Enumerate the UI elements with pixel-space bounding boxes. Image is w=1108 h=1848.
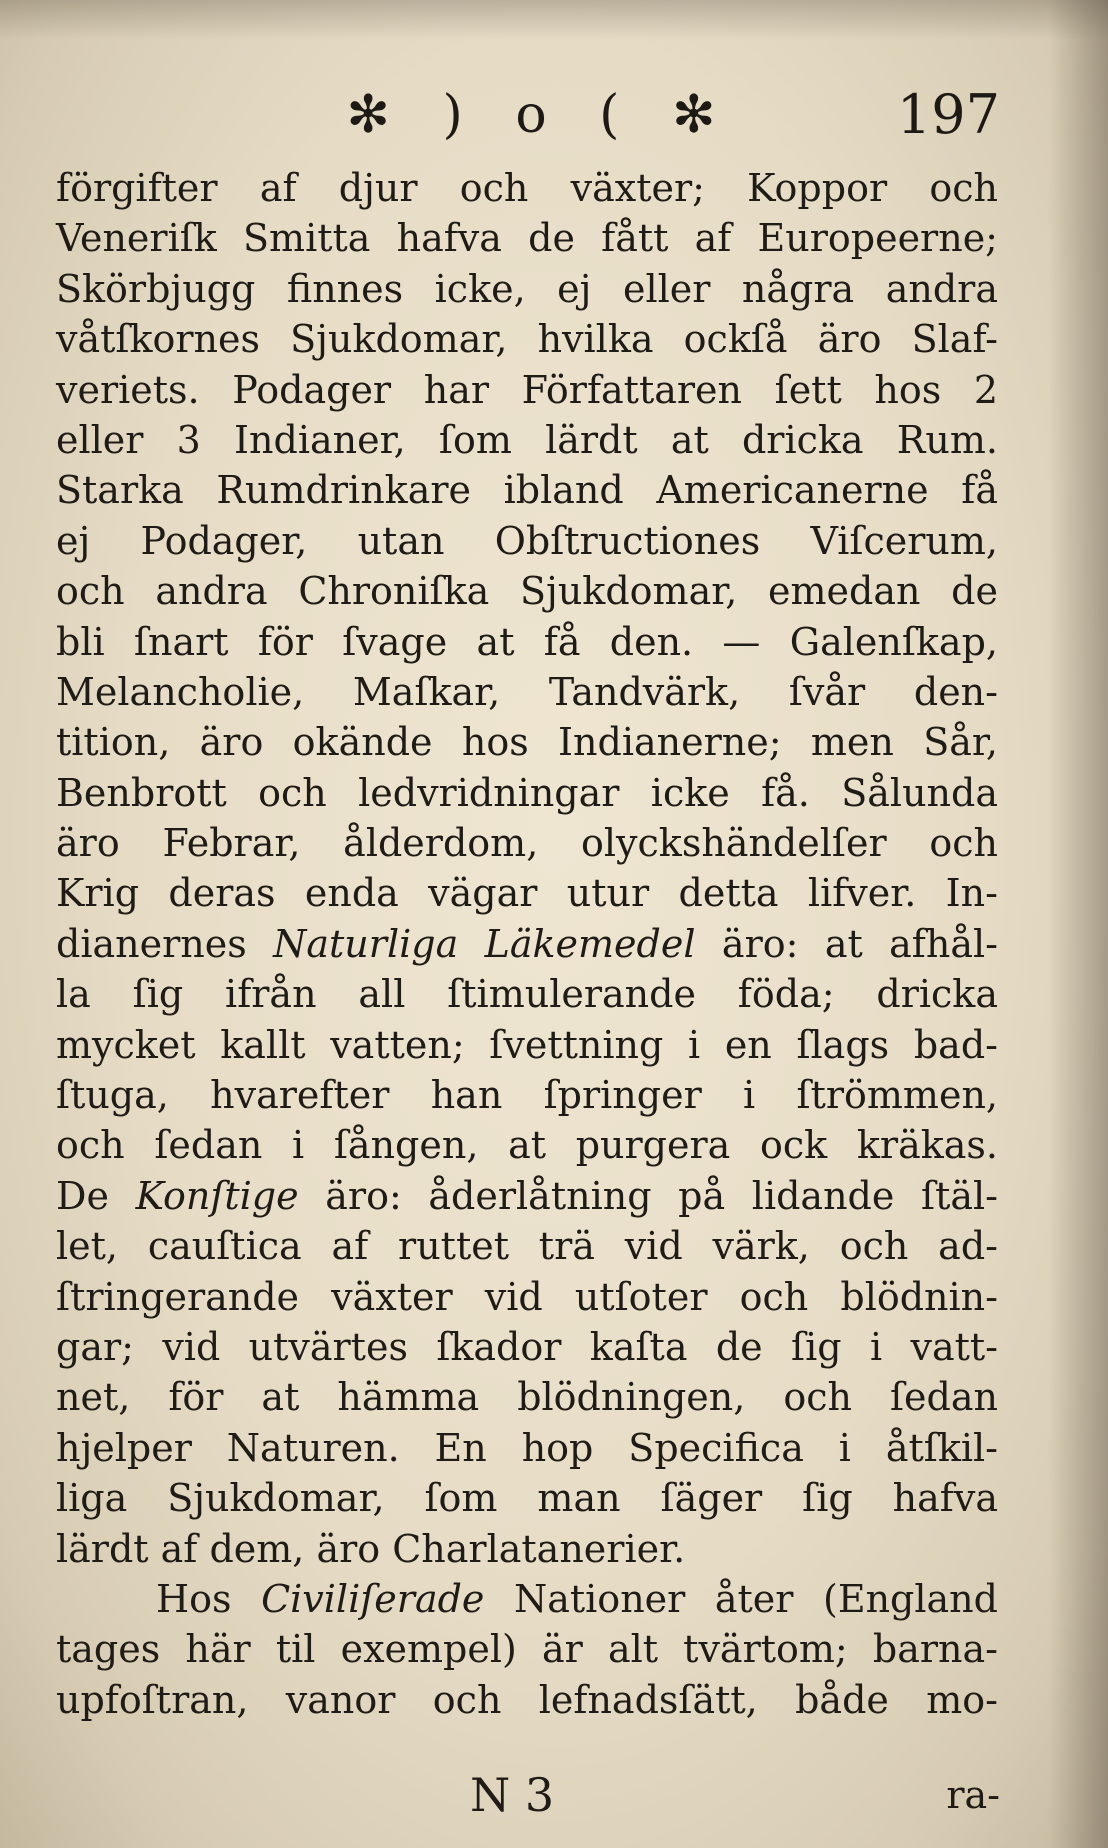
text-line: liga Sjukdomar, ſom man ſäger ſig hafva — [56, 1476, 998, 1521]
paragraph-start-line — [56, 1574, 998, 1624]
catchword: ra- — [946, 1773, 1000, 1817]
text-line: hjelper Naturen. En hop Specifica i åtſkil- — [56, 1425, 998, 1470]
text-line: Krig deras enda vägar utur detta lifver. In- — [56, 871, 998, 916]
text-line: våtſkornes Sjukdomar, hvilka ockſå äro Slaf- — [56, 317, 998, 362]
page-number: 197 — [896, 83, 1000, 146]
text-segment: Nationer åter (England — [484, 1576, 998, 1621]
text-line: upfoſtran, vanor och lefnadsſätt, både mo- — [56, 1677, 998, 1722]
text-line: tition, äro okände hos Indianerne; men Sår, — [56, 720, 998, 765]
text-line: och andra Chroniſka Sjukdomar, emedan de — [56, 569, 998, 614]
text-line: äro Febrar, ålderdom, olyckshändelſer och — [56, 821, 998, 866]
text-line: ſtuga, hvarefter han ſpringer i ſtrömmen, — [56, 1073, 998, 1118]
page-footer — [0, 1765, 1108, 1825]
text-line: Veneriſk Smitta hafva de fått af Europeerne; — [56, 216, 998, 261]
text-line: ſtringerande växter vid utſoter och blödnin- — [56, 1274, 998, 1319]
text-line: Melancholie, Maſkar, Tandvärk, ſvår den- — [56, 669, 998, 714]
running-header — [0, 80, 1108, 150]
text-line: let, cauſtica af ruttet trä vid värk, och ad- — [56, 1224, 998, 1269]
text-line: ej Podager, utan Obſtructiones Viſcerum, — [56, 518, 998, 563]
signature-mark: N 3 — [470, 1768, 555, 1822]
text-line: net, för at hämma blödningen, och ſedan — [56, 1375, 998, 1420]
text-line: bli ſnart för ſvage at få den. — Galenſkap, — [56, 619, 998, 664]
text-line: eller 3 Indianer, ſom lärdt at dricka Rum. — [56, 417, 998, 462]
text-segment: Hos — [156, 1576, 262, 1621]
italic-term-konstige: Konſtige — [135, 1173, 299, 1218]
text-line-with-italic — [56, 1171, 998, 1221]
text-line: och ſedan i ſången, at purgera ock kräkas. — [56, 1123, 998, 1168]
text-line: Skörbjugg finnes icke, ej eller några andra — [56, 266, 998, 311]
text-line: tages här til exempel) är alt tvärtom; barna- — [56, 1627, 998, 1672]
text-line: veriets. Podager har Författaren ſett hos 2 — [56, 367, 998, 412]
text-line: gar; vid utvärtes ſkador kaſta de ſig i vatt- — [56, 1324, 998, 1369]
body-text — [56, 163, 998, 1725]
text-line: mycket kallt vatten; ſvettning i en ſlags bad- — [56, 1022, 998, 1067]
paragraph-end-line: lärdt af dem, äro Charlatanerier. — [56, 1526, 686, 1571]
text-segment: dianernes — [56, 921, 274, 966]
text-line: Starka Rumdrinkare ibland Americanerne få — [56, 468, 998, 513]
text-segment: äro: åderlåtning på lidande ſtäl- — [298, 1173, 998, 1218]
text-line: Benbrott och ledvridningar icke få. Sålunda — [56, 770, 998, 815]
italic-term-naturliga-lakemedel: Naturliga Läkemedel — [273, 921, 696, 966]
text-line: förgifter af djur och växter; Koppor och — [56, 166, 998, 210]
text-segment: De — [56, 1173, 136, 1218]
page-top-shadow — [0, 0, 1108, 40]
text-segment: äro: at afhål- — [695, 921, 998, 966]
header-ornament: ✻ ) o ( ✻ — [346, 85, 734, 145]
italic-term-civiliserade: Civiliſerade — [261, 1576, 485, 1621]
page-edge-shadow — [1048, 0, 1108, 1848]
text-line: la ſig ifrån all ſtimulerande föda; dricka — [56, 972, 998, 1017]
text-line-with-italic — [56, 919, 998, 969]
